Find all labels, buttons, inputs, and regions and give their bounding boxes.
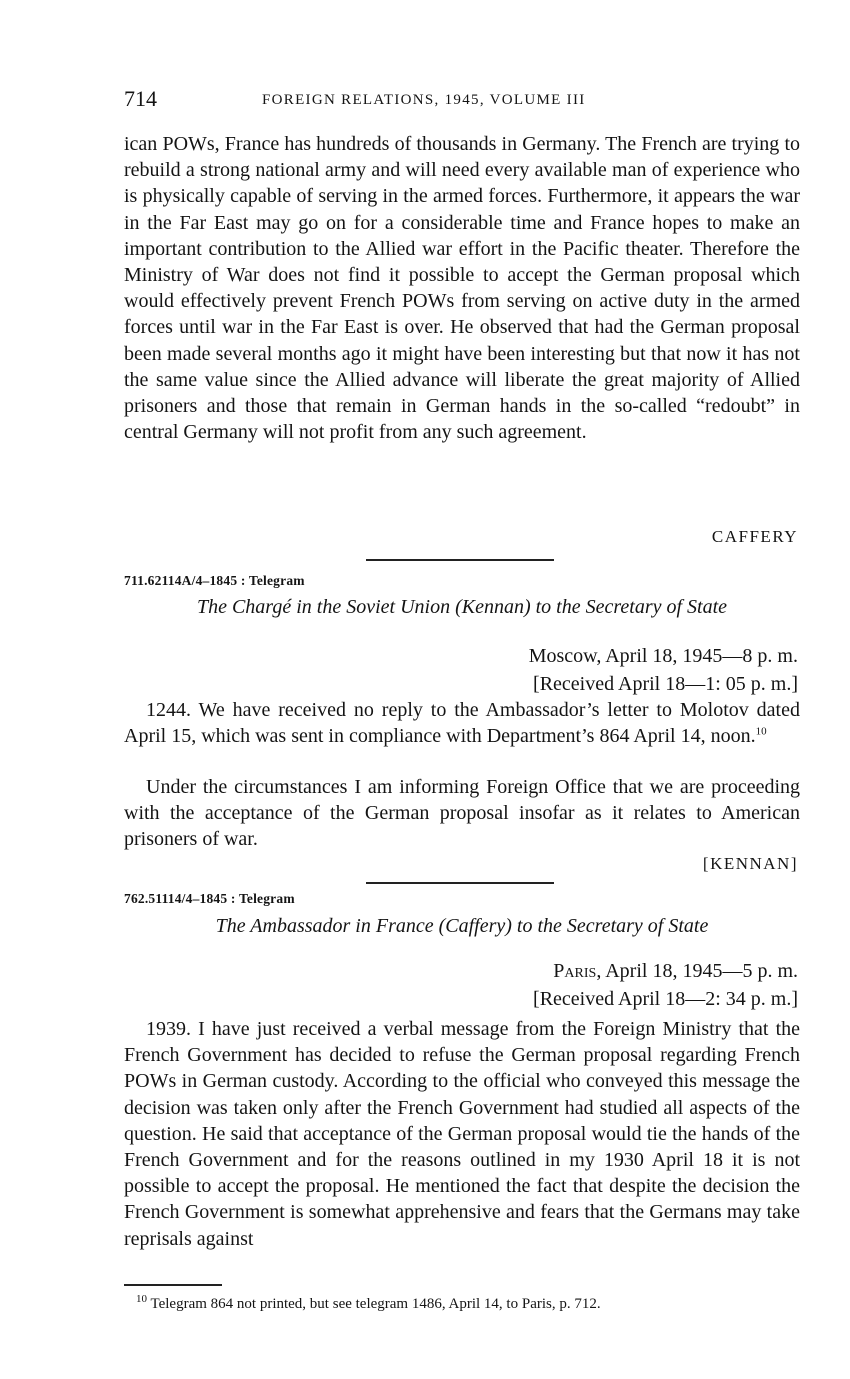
page-header [124, 86, 800, 116]
footnote-divider [124, 1284, 222, 1286]
footnote [136, 1293, 601, 1313]
paragraph-text: 1244. We have received no reply to the Ambassador’s letter to Molotov dated April 15, which was sent in compliance with Department’s 864 April 14, noon. [124, 699, 800, 748]
received-line: [Received April 18—2: 34 p. m.] [533, 988, 798, 1010]
signature-caffery: CAFFERY [711, 527, 798, 546]
place-date [533, 957, 798, 985]
footnote-reference: 10 [755, 725, 767, 738]
signature-kennan: [KENNAN] [702, 854, 798, 873]
received-line: [Received April 18—1: 05 p. m.] [533, 673, 798, 695]
dateline [529, 642, 798, 698]
dateline [533, 957, 798, 1013]
paragraph: 1939. I have just received a verbal message from the Foreign Ministry that the French Government has decided to refuse the German proposal regarding French POWs in German custody. According to the official who conveyed this message the decision was taken only after the French Government had studied all aspects of the question. He said that acceptance of the German proposal would tie the hands of the French Government and for the reasons outlined in my 1930 April 18 it is not possible to accept the proposal. He mentioned the fact that despite the decision the French Government is somewhat apprehensive and fears that the Germans may take reprisals against [124, 1018, 800, 1250]
footnote-number: 10 [136, 1293, 147, 1305]
section-divider [366, 559, 554, 561]
paragraph [124, 697, 800, 749]
running-title: FOREIGN RELATIONS, 1945, VOLUME III [262, 92, 586, 108]
footnote-text: Telegram 864 not printed, but see telegram 1486, April 14, to Paris, p. 712. [150, 1296, 601, 1312]
place-date: Moscow, April 18, 1945—8 p. m. [528, 645, 798, 667]
document-title: The Chargé in the Soviet Union (Kennan) to the Secretary of State [196, 596, 728, 618]
section-divider [366, 882, 554, 884]
paragraph: Under the circumstances I am informing Foreign Office that we are proceeding with the acceptance of the German proposal insofar as it relates to American prisoners of war. [124, 776, 800, 851]
page-number: 714 [124, 86, 157, 111]
continued-paragraph: ican POWs, France has hundreds of thousands in Germany. The French are trying to rebuild a strong national army and will need every available man of experience who is physically capable of serving in the armed forces. Furthermore, it appears the war in the Far East may go on for a considerable time and France hopes to make an important contribution to the Allied war effort in the Pacific theater. Therefore the Ministry of War does not find it possible to accept the German proposal which would effectively prevent French POWs from serving on active duty in the armed forces until war in the Far East is over. He observed that had the German proposal been made several months ago it might have been interesting but that now it has not the same value since the Allied advance will liberate the great majority of Allied prisoners and those that remain in German hands in the so-called “redoubt” in central Germany will not profit from any such agreement. [124, 133, 800, 444]
file-reference: 711.62114A/4–1845 : Telegram [124, 573, 305, 588]
file-reference: 762.51114/4–1845 : Telegram [124, 891, 295, 906]
place-name: Paris [553, 960, 597, 982]
document-title: The Ambassador in France (Caffery) to the Secretary of State [215, 915, 709, 937]
date-text: , April 18, 1945—5 p. m. [596, 960, 798, 982]
